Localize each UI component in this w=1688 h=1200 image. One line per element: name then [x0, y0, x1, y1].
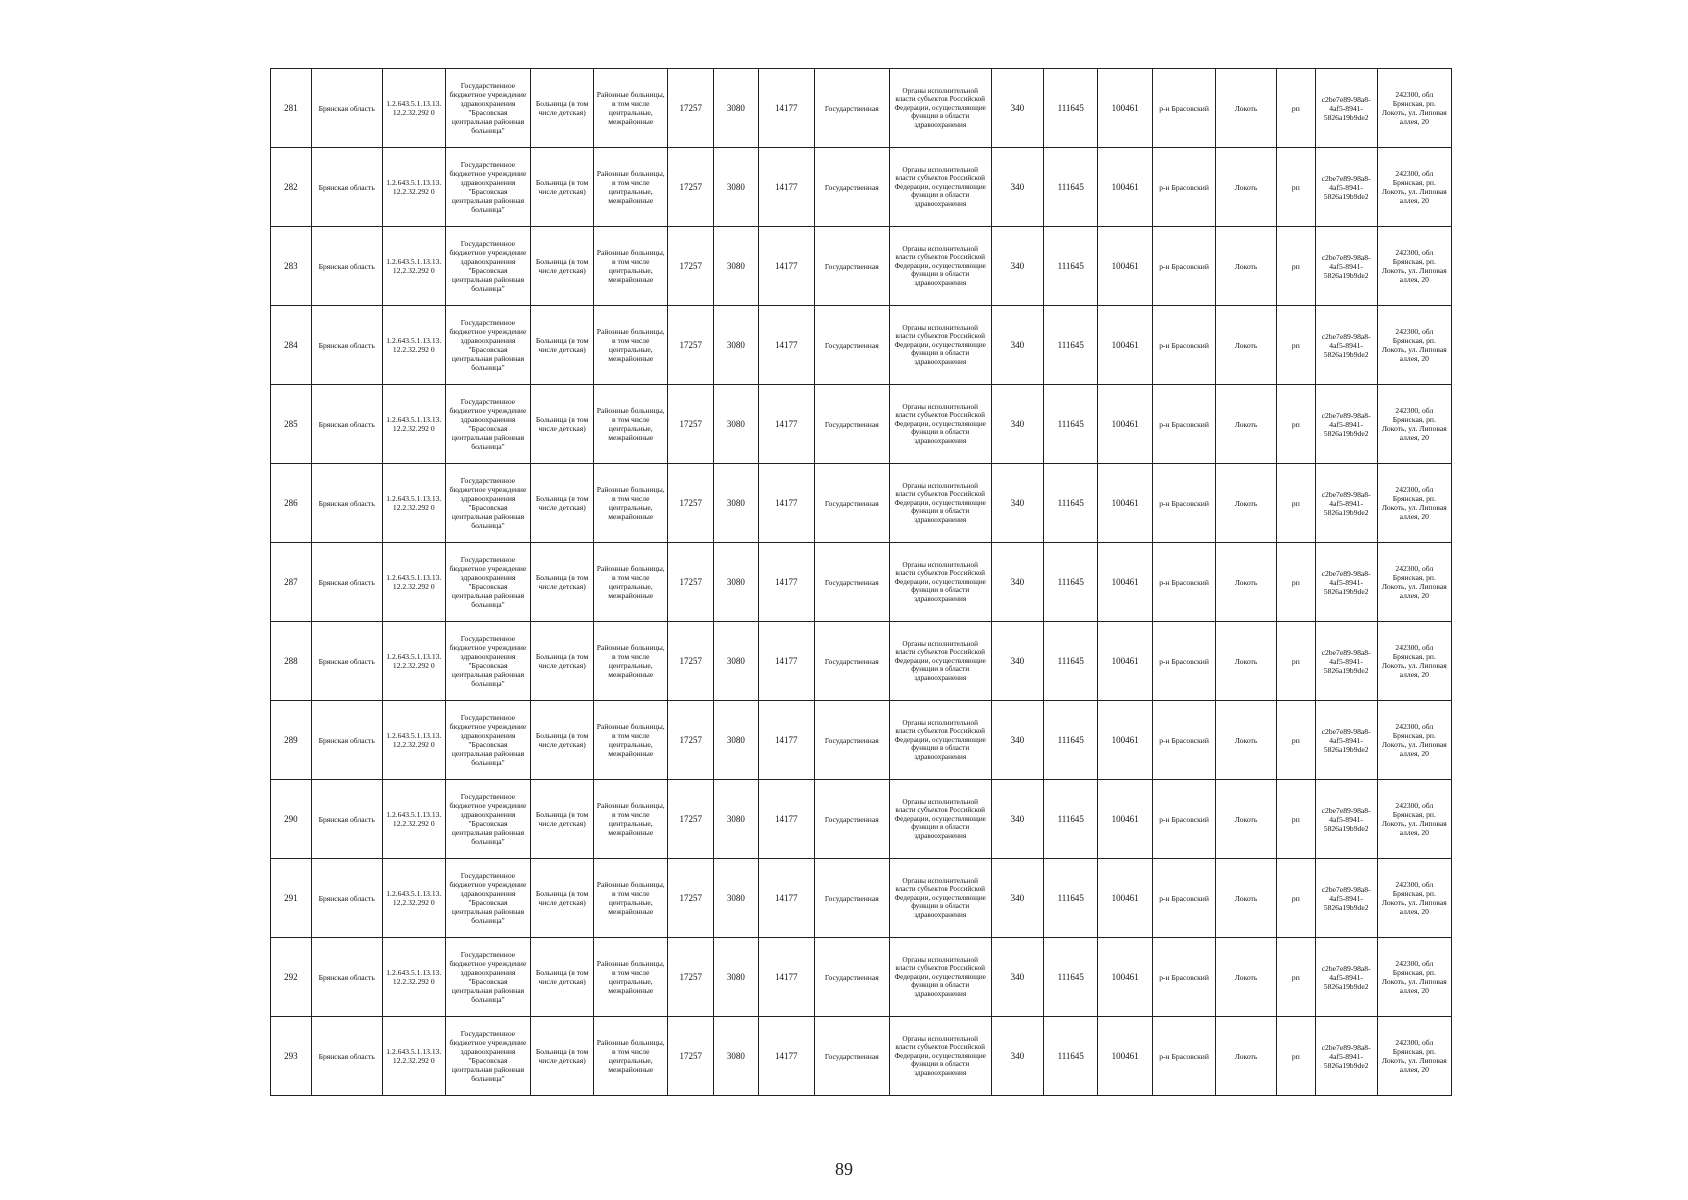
- table-row: [271, 227, 1452, 306]
- value-cell-5: 111645: [1044, 306, 1098, 385]
- value-cell-6: 100461: [1098, 306, 1153, 385]
- facility-subtype-cell: Районные больницы, в том числе центральные, межрайонные: [594, 543, 668, 622]
- value-cell-1: 17257: [668, 227, 714, 306]
- facility-subtype-cell: Районные больницы, в том числе центральные, межрайонные: [594, 227, 668, 306]
- district-cell: р-н Брасовский: [1153, 780, 1216, 859]
- value-cell-2: 3080: [714, 701, 759, 780]
- value-cell-4: 340: [991, 1017, 1044, 1096]
- facility-subtype-cell: Районные больницы, в том числе центральные, межрайонные: [594, 1017, 668, 1096]
- settlement-type-cell: рп: [1277, 1017, 1316, 1096]
- settlement-type-cell: рп: [1277, 543, 1316, 622]
- page-number: 89: [835, 1159, 853, 1179]
- value-cell-1: 17257: [668, 148, 714, 227]
- ownership-cell: Государственная: [814, 1017, 889, 1096]
- value-cell-3: 14177: [758, 148, 814, 227]
- organization-name-cell: Государственное бюджетное учреждение здравоохранения "Брасовская центральная районная больница": [445, 859, 530, 938]
- region-cell: Брянская область: [311, 306, 382, 385]
- region-cell: Брянская область: [311, 622, 382, 701]
- settlement-type-cell: рп: [1277, 780, 1316, 859]
- settlement-type-cell: рп: [1277, 701, 1316, 780]
- value-cell-2: 3080: [714, 859, 759, 938]
- value-cell-5: 111645: [1044, 385, 1098, 464]
- value-cell-6: 100461: [1098, 464, 1153, 543]
- organization-name-cell: Государственное бюджетное учреждение здравоохранения "Брасовская центральная районная больница": [445, 227, 530, 306]
- district-cell: р-н Брасовский: [1153, 306, 1216, 385]
- oid-code-cell: 1.2.643.5.1.13.13.12.2.32.292 0: [382, 543, 445, 622]
- value-cell-4: 340: [991, 385, 1044, 464]
- fias-guid-cell: c2be7e89-98a8-4af5-8941-5826a19b9de2: [1315, 543, 1377, 622]
- organization-name-cell: Государственное бюджетное учреждение здравоохранения "Брасовская центральная районная больница": [445, 543, 530, 622]
- row-number-cell: 292: [271, 938, 312, 1017]
- facility-type-cell: Больница (в том числе детская): [531, 69, 594, 148]
- value-cell-2: 3080: [714, 69, 759, 148]
- facility-type-cell: Больница (в том числе детская): [531, 859, 594, 938]
- value-cell-3: 14177: [758, 780, 814, 859]
- facility-type-cell: Больница (в том числе детская): [531, 543, 594, 622]
- value-cell-5: 111645: [1044, 69, 1098, 148]
- oid-code-cell: 1.2.643.5.1.13.13.12.2.32.292 0: [382, 622, 445, 701]
- locality-cell: Локоть: [1216, 385, 1277, 464]
- value-cell-1: 17257: [668, 385, 714, 464]
- district-cell: р-н Брасовский: [1153, 938, 1216, 1017]
- value-cell-1: 17257: [668, 701, 714, 780]
- ownership-cell: Государственная: [814, 859, 889, 938]
- registry-table: [270, 68, 1452, 1096]
- value-cell-3: 14177: [758, 859, 814, 938]
- table-row: [271, 1017, 1452, 1096]
- locality-cell: Локоть: [1216, 464, 1277, 543]
- organization-name-cell: Государственное бюджетное учреждение здравоохранения "Брасовская центральная районная больница": [445, 385, 530, 464]
- row-number-cell: 283: [271, 227, 312, 306]
- fias-guid-cell: c2be7e89-98a8-4af5-8941-5826a19b9de2: [1315, 780, 1377, 859]
- organization-name-cell: Государственное бюджетное учреждение здравоохранения "Брасовская центральная районная больница": [445, 938, 530, 1017]
- table-row: [271, 780, 1452, 859]
- value-cell-2: 3080: [714, 1017, 759, 1096]
- ownership-cell: Государственная: [814, 464, 889, 543]
- value-cell-1: 17257: [668, 859, 714, 938]
- region-cell: Брянская область: [311, 859, 382, 938]
- oid-code-cell: 1.2.643.5.1.13.13.12.2.32.292 0: [382, 464, 445, 543]
- value-cell-2: 3080: [714, 543, 759, 622]
- locality-cell: Локоть: [1216, 859, 1277, 938]
- facility-subtype-cell: Районные больницы, в том числе центральные, межрайонные: [594, 938, 668, 1017]
- value-cell-6: 100461: [1098, 148, 1153, 227]
- facility-type-cell: Больница (в том числе детская): [531, 227, 594, 306]
- value-cell-5: 111645: [1044, 464, 1098, 543]
- value-cell-3: 14177: [758, 306, 814, 385]
- value-cell-1: 17257: [668, 306, 714, 385]
- facility-type-cell: Больница (в том числе детская): [531, 622, 594, 701]
- region-cell: Брянская область: [311, 69, 382, 148]
- row-number-cell: 288: [271, 622, 312, 701]
- fias-guid-cell: c2be7e89-98a8-4af5-8941-5826a19b9de2: [1315, 227, 1377, 306]
- organization-name-cell: Государственное бюджетное учреждение здравоохранения "Брасовская центральная районная больница": [445, 306, 530, 385]
- region-cell: Брянская область: [311, 385, 382, 464]
- value-cell-1: 17257: [668, 543, 714, 622]
- value-cell-4: 340: [991, 227, 1044, 306]
- facility-type-cell: Больница (в том числе детская): [531, 385, 594, 464]
- table-row: [271, 148, 1452, 227]
- value-cell-4: 340: [991, 938, 1044, 1017]
- fias-guid-cell: c2be7e89-98a8-4af5-8941-5826a19b9de2: [1315, 701, 1377, 780]
- value-cell-5: 111645: [1044, 543, 1098, 622]
- settlement-type-cell: рп: [1277, 148, 1316, 227]
- table-row: [271, 701, 1452, 780]
- value-cell-2: 3080: [714, 385, 759, 464]
- organization-name-cell: Государственное бюджетное учреждение здравоохранения "Брасовская центральная районная больница": [445, 148, 530, 227]
- fias-guid-cell: c2be7e89-98a8-4af5-8941-5826a19b9de2: [1315, 1017, 1377, 1096]
- oid-code-cell: 1.2.643.5.1.13.13.12.2.32.292 0: [382, 859, 445, 938]
- district-cell: р-н Брасовский: [1153, 148, 1216, 227]
- table-row: [271, 938, 1452, 1017]
- facility-type-cell: Больница (в том числе детская): [531, 780, 594, 859]
- settlement-type-cell: рп: [1277, 306, 1316, 385]
- organization-name-cell: Государственное бюджетное учреждение здравоохранения "Брасовская центральная районная больница": [445, 701, 530, 780]
- authority-cell: Органы исполнительной власти субъектов Российской Федерации, осуществляющие функции в области здравоохранения: [889, 622, 991, 701]
- value-cell-6: 100461: [1098, 938, 1153, 1017]
- oid-code-cell: 1.2.643.5.1.13.13.12.2.32.292 0: [382, 938, 445, 1017]
- value-cell-2: 3080: [714, 938, 759, 1017]
- row-number-cell: 293: [271, 1017, 312, 1096]
- value-cell-5: 111645: [1044, 148, 1098, 227]
- value-cell-4: 340: [991, 701, 1044, 780]
- district-cell: р-н Брасовский: [1153, 622, 1216, 701]
- oid-code-cell: 1.2.643.5.1.13.13.12.2.32.292 0: [382, 306, 445, 385]
- value-cell-5: 111645: [1044, 859, 1098, 938]
- facility-subtype-cell: Районные больницы, в том числе центральные, межрайонные: [594, 69, 668, 148]
- settlement-type-cell: рп: [1277, 859, 1316, 938]
- authority-cell: Органы исполнительной власти субъектов Российской Федерации, осуществляющие функции в области здравоохранения: [889, 385, 991, 464]
- value-cell-4: 340: [991, 148, 1044, 227]
- row-number-cell: 290: [271, 780, 312, 859]
- value-cell-5: 111645: [1044, 1017, 1098, 1096]
- row-number-cell: 286: [271, 464, 312, 543]
- value-cell-1: 17257: [668, 69, 714, 148]
- value-cell-6: 100461: [1098, 69, 1153, 148]
- facility-subtype-cell: Районные больницы, в том числе центральные, межрайонные: [594, 464, 668, 543]
- address-cell: 242300, обл Брянская, рп. Локоть, ул. Липовая аллея, 20: [1377, 385, 1451, 464]
- value-cell-3: 14177: [758, 69, 814, 148]
- district-cell: р-н Брасовский: [1153, 859, 1216, 938]
- fias-guid-cell: c2be7e89-98a8-4af5-8941-5826a19b9de2: [1315, 859, 1377, 938]
- district-cell: р-н Брасовский: [1153, 69, 1216, 148]
- address-cell: 242300, обл Брянская, рп. Локоть, ул. Липовая аллея, 20: [1377, 543, 1451, 622]
- value-cell-6: 100461: [1098, 859, 1153, 938]
- district-cell: р-н Брасовский: [1153, 227, 1216, 306]
- value-cell-2: 3080: [714, 780, 759, 859]
- value-cell-5: 111645: [1044, 622, 1098, 701]
- locality-cell: Локоть: [1216, 69, 1277, 148]
- fias-guid-cell: c2be7e89-98a8-4af5-8941-5826a19b9de2: [1315, 938, 1377, 1017]
- value-cell-1: 17257: [668, 464, 714, 543]
- settlement-type-cell: рп: [1277, 622, 1316, 701]
- facility-type-cell: Больница (в том числе детская): [531, 464, 594, 543]
- address-cell: 242300, обл Брянская, рп. Локоть, ул. Липовая аллея, 20: [1377, 938, 1451, 1017]
- organization-name-cell: Государственное бюджетное учреждение здравоохранения "Брасовская центральная районная больница": [445, 780, 530, 859]
- value-cell-3: 14177: [758, 385, 814, 464]
- value-cell-5: 111645: [1044, 227, 1098, 306]
- oid-code-cell: 1.2.643.5.1.13.13.12.2.32.292 0: [382, 227, 445, 306]
- authority-cell: Органы исполнительной власти субъектов Российской Федерации, осуществляющие функции в области здравоохранения: [889, 780, 991, 859]
- table-row: [271, 464, 1452, 543]
- facility-subtype-cell: Районные больницы, в том числе центральные, межрайонные: [594, 859, 668, 938]
- row-number-cell: 281: [271, 69, 312, 148]
- authority-cell: Органы исполнительной власти субъектов Российской Федерации, осуществляющие функции в области здравоохранения: [889, 701, 991, 780]
- table-row: [271, 385, 1452, 464]
- value-cell-1: 17257: [668, 1017, 714, 1096]
- value-cell-3: 14177: [758, 622, 814, 701]
- value-cell-3: 14177: [758, 1017, 814, 1096]
- region-cell: Брянская область: [311, 227, 382, 306]
- locality-cell: Локоть: [1216, 306, 1277, 385]
- registry-sheet: [270, 68, 1452, 1096]
- region-cell: Брянская область: [311, 543, 382, 622]
- authority-cell: Органы исполнительной власти субъектов Российской Федерации, осуществляющие функции в области здравоохранения: [889, 69, 991, 148]
- table-row: [271, 69, 1452, 148]
- oid-code-cell: 1.2.643.5.1.13.13.12.2.32.292 0: [382, 148, 445, 227]
- value-cell-3: 14177: [758, 543, 814, 622]
- value-cell-3: 14177: [758, 227, 814, 306]
- organization-name-cell: Государственное бюджетное учреждение здравоохранения "Брасовская центральная районная больница": [445, 622, 530, 701]
- value-cell-2: 3080: [714, 148, 759, 227]
- table-row: [271, 859, 1452, 938]
- ownership-cell: Государственная: [814, 227, 889, 306]
- address-cell: 242300, обл Брянская, рп. Локоть, ул. Липовая аллея, 20: [1377, 148, 1451, 227]
- address-cell: 242300, обл Брянская, рп. Локоть, ул. Липовая аллея, 20: [1377, 227, 1451, 306]
- row-number-cell: 291: [271, 859, 312, 938]
- value-cell-2: 3080: [714, 306, 759, 385]
- value-cell-5: 111645: [1044, 701, 1098, 780]
- district-cell: р-н Брасовский: [1153, 701, 1216, 780]
- address-cell: 242300, обл Брянская, рп. Локоть, ул. Липовая аллея, 20: [1377, 622, 1451, 701]
- facility-type-cell: Больница (в том числе детская): [531, 938, 594, 1017]
- fias-guid-cell: c2be7e89-98a8-4af5-8941-5826a19b9de2: [1315, 464, 1377, 543]
- facility-subtype-cell: Районные больницы, в том числе центральные, межрайонные: [594, 385, 668, 464]
- value-cell-3: 14177: [758, 464, 814, 543]
- value-cell-4: 340: [991, 859, 1044, 938]
- oid-code-cell: 1.2.643.5.1.13.13.12.2.32.292 0: [382, 69, 445, 148]
- locality-cell: Локоть: [1216, 780, 1277, 859]
- authority-cell: Органы исполнительной власти субъектов Российской Федерации, осуществляющие функции в области здравоохранения: [889, 938, 991, 1017]
- row-number-cell: 282: [271, 148, 312, 227]
- authority-cell: Органы исполнительной власти субъектов Российской Федерации, осуществляющие функции в области здравоохранения: [889, 859, 991, 938]
- value-cell-4: 340: [991, 306, 1044, 385]
- fias-guid-cell: c2be7e89-98a8-4af5-8941-5826a19b9de2: [1315, 385, 1377, 464]
- region-cell: Брянская область: [311, 148, 382, 227]
- value-cell-2: 3080: [714, 622, 759, 701]
- region-cell: Брянская область: [311, 464, 382, 543]
- oid-code-cell: 1.2.643.5.1.13.13.12.2.32.292 0: [382, 385, 445, 464]
- registry-body: [271, 69, 1452, 1096]
- settlement-type-cell: рп: [1277, 464, 1316, 543]
- value-cell-6: 100461: [1098, 701, 1153, 780]
- value-cell-4: 340: [991, 780, 1044, 859]
- facility-type-cell: Больница (в том числе детская): [531, 148, 594, 227]
- facility-subtype-cell: Районные больницы, в том числе центральные, межрайонные: [594, 701, 668, 780]
- facility-subtype-cell: Районные больницы, в том числе центральные, межрайонные: [594, 780, 668, 859]
- value-cell-4: 340: [991, 622, 1044, 701]
- ownership-cell: Государственная: [814, 622, 889, 701]
- organization-name-cell: Государственное бюджетное учреждение здравоохранения "Брасовская центральная районная больница": [445, 464, 530, 543]
- locality-cell: Локоть: [1216, 227, 1277, 306]
- value-cell-4: 340: [991, 543, 1044, 622]
- oid-code-cell: 1.2.643.5.1.13.13.12.2.32.292 0: [382, 780, 445, 859]
- table-row: [271, 543, 1452, 622]
- authority-cell: Органы исполнительной власти субъектов Российской Федерации, осуществляющие функции в области здравоохранения: [889, 306, 991, 385]
- value-cell-4: 340: [991, 69, 1044, 148]
- value-cell-1: 17257: [668, 622, 714, 701]
- authority-cell: Органы исполнительной власти субъектов Российской Федерации, осуществляющие функции в области здравоохранения: [889, 464, 991, 543]
- locality-cell: Локоть: [1216, 938, 1277, 1017]
- locality-cell: Локоть: [1216, 148, 1277, 227]
- row-number-cell: 287: [271, 543, 312, 622]
- organization-name-cell: Государственное бюджетное учреждение здравоохранения "Брасовская центральная районная больница": [445, 69, 530, 148]
- facility-type-cell: Больница (в том числе детская): [531, 306, 594, 385]
- address-cell: 242300, обл Брянская, рп. Локоть, ул. Липовая аллея, 20: [1377, 464, 1451, 543]
- facility-type-cell: Больница (в том числе детская): [531, 1017, 594, 1096]
- ownership-cell: Государственная: [814, 780, 889, 859]
- value-cell-5: 111645: [1044, 938, 1098, 1017]
- locality-cell: Локоть: [1216, 622, 1277, 701]
- row-number-cell: 284: [271, 306, 312, 385]
- region-cell: Брянская область: [311, 780, 382, 859]
- district-cell: р-н Брасовский: [1153, 464, 1216, 543]
- value-cell-6: 100461: [1098, 385, 1153, 464]
- locality-cell: Локоть: [1216, 701, 1277, 780]
- value-cell-1: 17257: [668, 938, 714, 1017]
- table-row: [271, 622, 1452, 701]
- region-cell: Брянская область: [311, 1017, 382, 1096]
- value-cell-2: 3080: [714, 227, 759, 306]
- address-cell: 242300, обл Брянская, рп. Локоть, ул. Липовая аллея, 20: [1377, 1017, 1451, 1096]
- value-cell-6: 100461: [1098, 227, 1153, 306]
- authority-cell: Органы исполнительной власти субъектов Российской Федерации, осуществляющие функции в области здравоохранения: [889, 227, 991, 306]
- table-row: [271, 306, 1452, 385]
- ownership-cell: Государственная: [814, 701, 889, 780]
- settlement-type-cell: рп: [1277, 69, 1316, 148]
- ownership-cell: Государственная: [814, 938, 889, 1017]
- fias-guid-cell: c2be7e89-98a8-4af5-8941-5826a19b9de2: [1315, 622, 1377, 701]
- locality-cell: Локоть: [1216, 1017, 1277, 1096]
- ownership-cell: Государственная: [814, 543, 889, 622]
- address-cell: 242300, обл Брянская, рп. Локоть, ул. Липовая аллея, 20: [1377, 780, 1451, 859]
- authority-cell: Органы исполнительной власти субъектов Российской Федерации, осуществляющие функции в области здравоохранения: [889, 1017, 991, 1096]
- value-cell-6: 100461: [1098, 780, 1153, 859]
- district-cell: р-н Брасовский: [1153, 1017, 1216, 1096]
- value-cell-1: 17257: [668, 780, 714, 859]
- region-cell: Брянская область: [311, 938, 382, 1017]
- ownership-cell: Государственная: [814, 306, 889, 385]
- region-cell: Брянская область: [311, 701, 382, 780]
- facility-subtype-cell: Районные больницы, в том числе центральные, межрайонные: [594, 622, 668, 701]
- authority-cell: Органы исполнительной власти субъектов Российской Федерации, осуществляющие функции в области здравоохранения: [889, 148, 991, 227]
- locality-cell: Локоть: [1216, 543, 1277, 622]
- value-cell-6: 100461: [1098, 543, 1153, 622]
- address-cell: 242300, обл Брянская, рп. Локоть, ул. Липовая аллея, 20: [1377, 69, 1451, 148]
- address-cell: 242300, обл Брянская, рп. Локоть, ул. Липовая аллея, 20: [1377, 701, 1451, 780]
- row-number-cell: 289: [271, 701, 312, 780]
- value-cell-2: 3080: [714, 464, 759, 543]
- ownership-cell: Государственная: [814, 385, 889, 464]
- settlement-type-cell: рп: [1277, 227, 1316, 306]
- ownership-cell: Государственная: [814, 69, 889, 148]
- value-cell-6: 100461: [1098, 622, 1153, 701]
- fias-guid-cell: c2be7e89-98a8-4af5-8941-5826a19b9de2: [1315, 69, 1377, 148]
- row-number-cell: 285: [271, 385, 312, 464]
- value-cell-3: 14177: [758, 701, 814, 780]
- settlement-type-cell: рп: [1277, 938, 1316, 1017]
- facility-subtype-cell: Районные больницы, в том числе центральные, межрайонные: [594, 148, 668, 227]
- value-cell-4: 340: [991, 464, 1044, 543]
- oid-code-cell: 1.2.643.5.1.13.13.12.2.32.292 0: [382, 701, 445, 780]
- value-cell-5: 111645: [1044, 780, 1098, 859]
- settlement-type-cell: рп: [1277, 385, 1316, 464]
- authority-cell: Органы исполнительной власти субъектов Российской Федерации, осуществляющие функции в области здравоохранения: [889, 543, 991, 622]
- value-cell-6: 100461: [1098, 1017, 1153, 1096]
- fias-guid-cell: c2be7e89-98a8-4af5-8941-5826a19b9de2: [1315, 306, 1377, 385]
- organization-name-cell: Государственное бюджетное учреждение здравоохранения "Брасовская центральная районная больница": [445, 1017, 530, 1096]
- district-cell: р-н Брасовский: [1153, 543, 1216, 622]
- facility-type-cell: Больница (в том числе детская): [531, 701, 594, 780]
- fias-guid-cell: c2be7e89-98a8-4af5-8941-5826a19b9de2: [1315, 148, 1377, 227]
- oid-code-cell: 1.2.643.5.1.13.13.12.2.32.292 0: [382, 1017, 445, 1096]
- address-cell: 242300, обл Брянская, рп. Локоть, ул. Липовая аллея, 20: [1377, 859, 1451, 938]
- facility-subtype-cell: Районные больницы, в том числе центральные, межрайонные: [594, 306, 668, 385]
- ownership-cell: Государственная: [814, 148, 889, 227]
- address-cell: 242300, обл Брянская, рп. Локоть, ул. Липовая аллея, 20: [1377, 306, 1451, 385]
- value-cell-3: 14177: [758, 938, 814, 1017]
- district-cell: р-н Брасовский: [1153, 385, 1216, 464]
